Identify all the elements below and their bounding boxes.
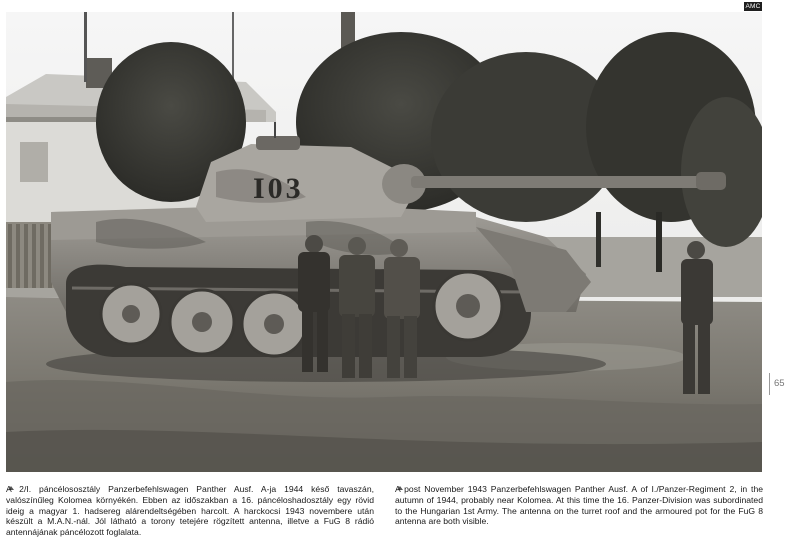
caption-hungarian: A 2/I. páncélososztály Panzerbefehlswagen Panther Ausf. A-ja 1944 késő tavaszán, valószínűleg Kolomea környékén. Ebben az időszakban a 16. páncéloshadosztály egy rövid ideig a magyar 1. hadsereg alárendeltségében harcolt. A harckocsi 1943 novembere után készült a M.A.N.-nál. Jól látható a torony tetejére rögzített antenna, illetve a FuG 8 rádió antennájának páncélozott foglalata. [6, 484, 374, 538]
page-number-rule [769, 373, 770, 395]
caption-english: A post November 1943 Panzerbefehlswagen Panther Ausf. A of I./Panzer-Regiment 2, in the autumn of 1944, probably near Kolomea. At this time the 16. Panzer-Division was subordinated to the Hungarian 1st Army. The antenna on the turret roof and the armoured pot for the FuG 8 antenna are both visible. [395, 484, 763, 527]
turret-number: I03 [253, 172, 304, 205]
tank-photograph [6, 12, 762, 472]
publisher-badge: AMC [745, 3, 761, 10]
thin-pole [84, 12, 87, 82]
page-number: 65 [774, 378, 785, 389]
